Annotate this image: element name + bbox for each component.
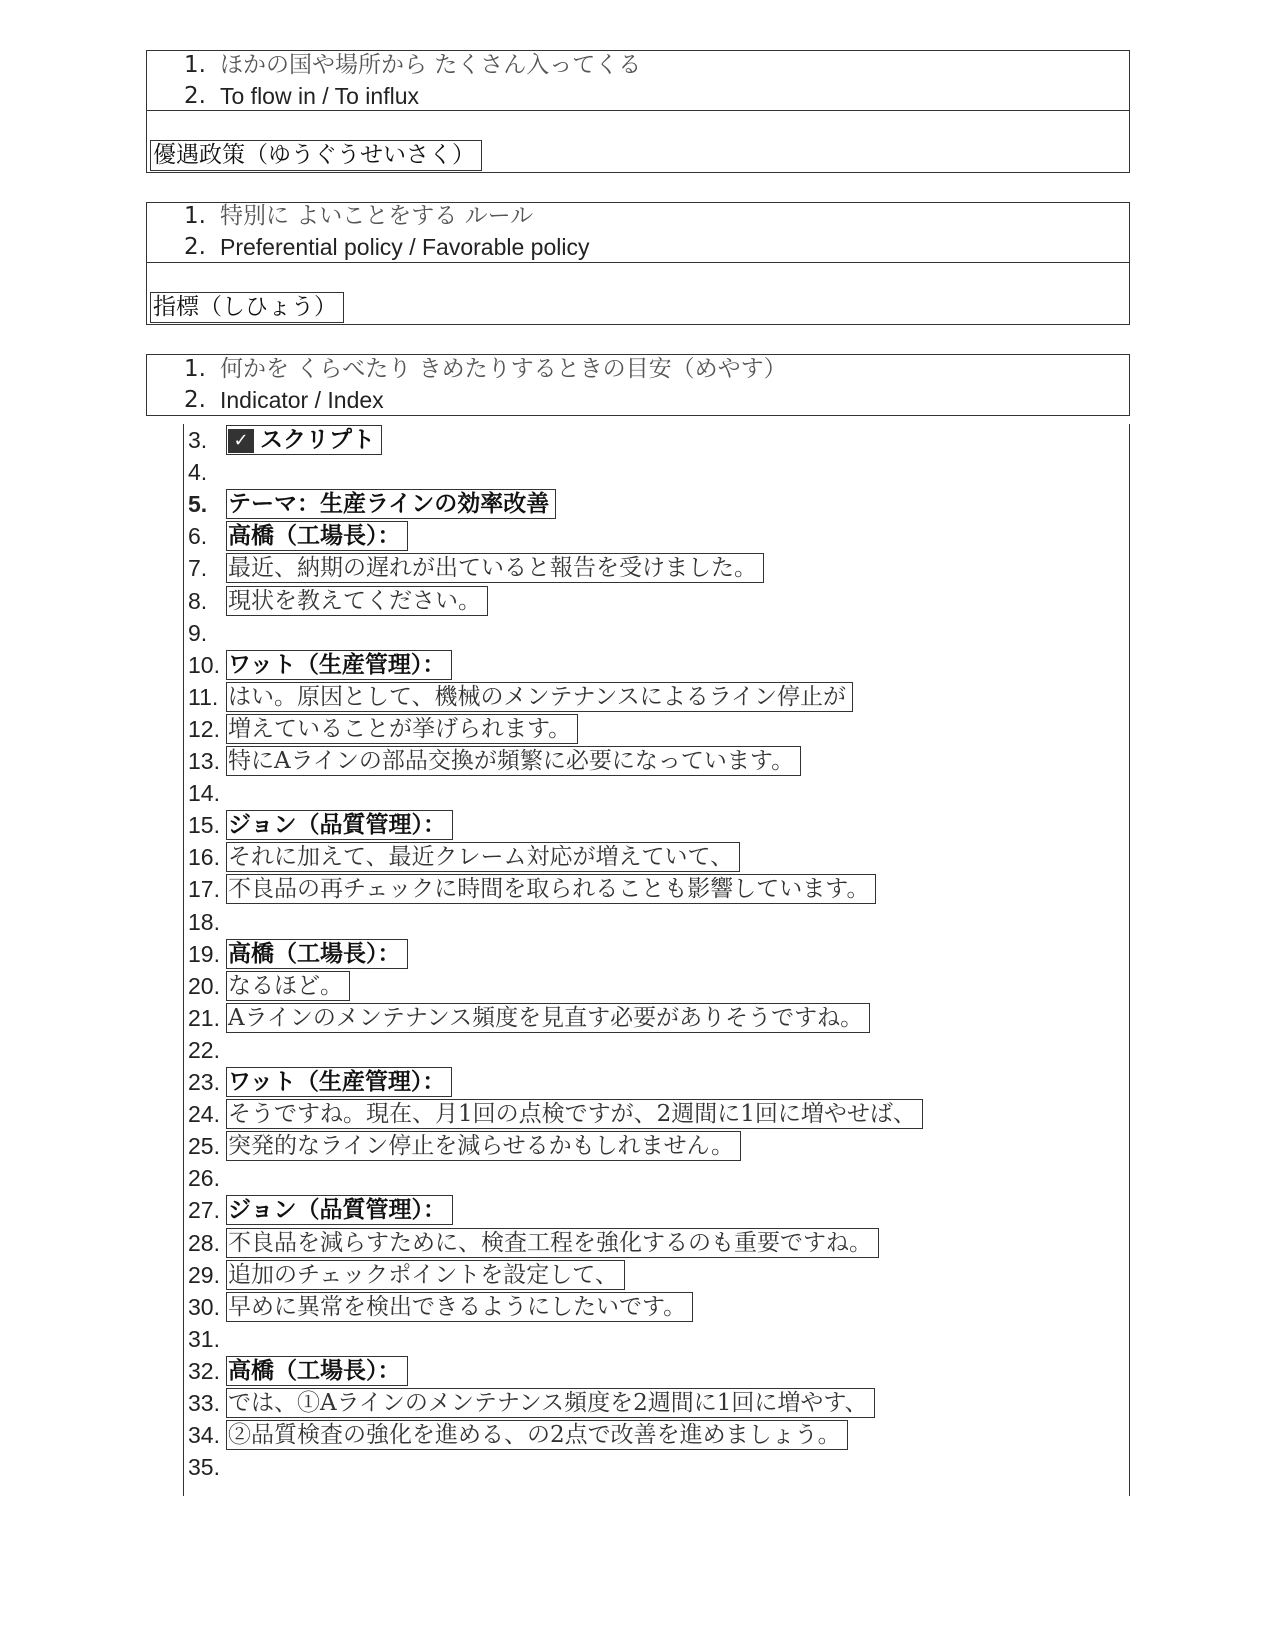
dialogue-text: 増えていることが挙げられます。 — [226, 714, 578, 744]
line-number: 7. — [188, 555, 208, 582]
dialogue-text: 最近、納期の遅れが出ていると報告を受けました。 — [226, 553, 764, 583]
dialogue-text: 突発的なライン停止を減らせるかもしれません。 — [226, 1131, 741, 1161]
line-number: 30. — [188, 1293, 220, 1320]
dialogue-text: 早めに異常を検出できるようにしたいです。 — [226, 1292, 693, 1322]
speaker-label: ワット（生産管理）： — [226, 650, 452, 680]
speaker-label: 高橋（工場長）： — [226, 521, 408, 551]
line-number: 12. — [188, 715, 220, 742]
checkmark-icon: ✓ — [228, 429, 254, 453]
dialogue-text: 追加のチェックポイントを設定して、 — [226, 1260, 625, 1290]
speaker-label: ワット（生産管理）： — [226, 1067, 452, 1097]
vocab-term: 指標（しひょう） — [150, 292, 344, 323]
line-number: 16. — [188, 844, 220, 871]
dialogue-text: それに加えて、最近クレーム対応が増えていて、 — [226, 842, 740, 872]
line-number: 8. — [188, 587, 208, 614]
line-number: 27. — [188, 1197, 220, 1224]
line-number: 29. — [188, 1261, 220, 1288]
line-number: 21. — [188, 1004, 220, 1031]
line-number: 31. — [188, 1325, 220, 1352]
speaker-label: ジョン（品質管理）： — [226, 810, 453, 840]
dialogue-text: 不良品の再チェックに時間を取られることも影響しています。 — [226, 874, 876, 904]
line-number: 19. — [188, 940, 220, 967]
script-header-label: スクリプト — [260, 427, 375, 453]
line-number: 10. — [188, 651, 220, 678]
line-number: 3. — [188, 427, 208, 453]
line-number: 23. — [188, 1069, 220, 1095]
dialogue-text: 不良品を減らすために、検査工程を強化するのも重要ですね。 — [226, 1228, 879, 1258]
dialogue-text: そうですね。現在、月1回の点検ですが、2週間に1回に増やせば、 — [226, 1099, 923, 1129]
line-number: 13. — [188, 748, 220, 774]
line-number: 22. — [188, 1036, 220, 1063]
dialogue-text: では、①Aラインのメンテナンス頻度を2週間に1回に増やす、 — [226, 1388, 875, 1418]
theme-title: テーマ：生産ラインの効率改善 — [226, 489, 556, 519]
line-number: 18. — [188, 908, 220, 935]
vocab-term: 優遇政策（ゆうぐうせいさく） — [150, 140, 482, 171]
speaker-label: 高橋（工場長）： — [226, 1356, 408, 1386]
line-number: 4. — [188, 459, 208, 486]
dialogue-text: 現状を教えてください。 — [226, 586, 488, 616]
dialogue-text: ②品質検査の強化を進める、の2点で改善を進めましょう。 — [226, 1420, 848, 1450]
line-number: 14. — [188, 780, 220, 807]
line-number: 33. — [188, 1390, 220, 1416]
line-number: 28. — [188, 1229, 220, 1256]
line-number: 26. — [188, 1165, 220, 1192]
line-number: 25. — [188, 1133, 220, 1160]
line-number: 34. — [188, 1422, 220, 1449]
dialogue-text: なるほど。 — [226, 971, 350, 1001]
line-number: 9. — [188, 619, 208, 646]
line-number: 20. — [188, 972, 220, 999]
script-list — [183, 424, 1130, 1496]
line-number: 15. — [188, 812, 220, 839]
line-number: 17. — [188, 876, 220, 903]
script-header — [226, 425, 382, 455]
dialogue-text: 特にAラインの部品交換が頻繁に必要になっています。 — [226, 746, 801, 776]
dialogue-text: はい。原因として、機械のメンテナンスによるライン停止が — [226, 682, 853, 712]
line-number: 24. — [188, 1101, 220, 1128]
line-number: 35. — [188, 1454, 220, 1481]
line-number: 5. — [188, 491, 208, 518]
speaker-label: 高橋（工場長）： — [226, 939, 408, 969]
speaker-label: ジョン（品質管理）： — [226, 1195, 453, 1225]
line-number: 11. — [188, 683, 219, 710]
dialogue-text: Aラインのメンテナンス頻度を見直す必要がありそうですね。 — [226, 1003, 870, 1033]
line-number: 6. — [188, 523, 208, 550]
line-number: 32. — [188, 1357, 220, 1384]
